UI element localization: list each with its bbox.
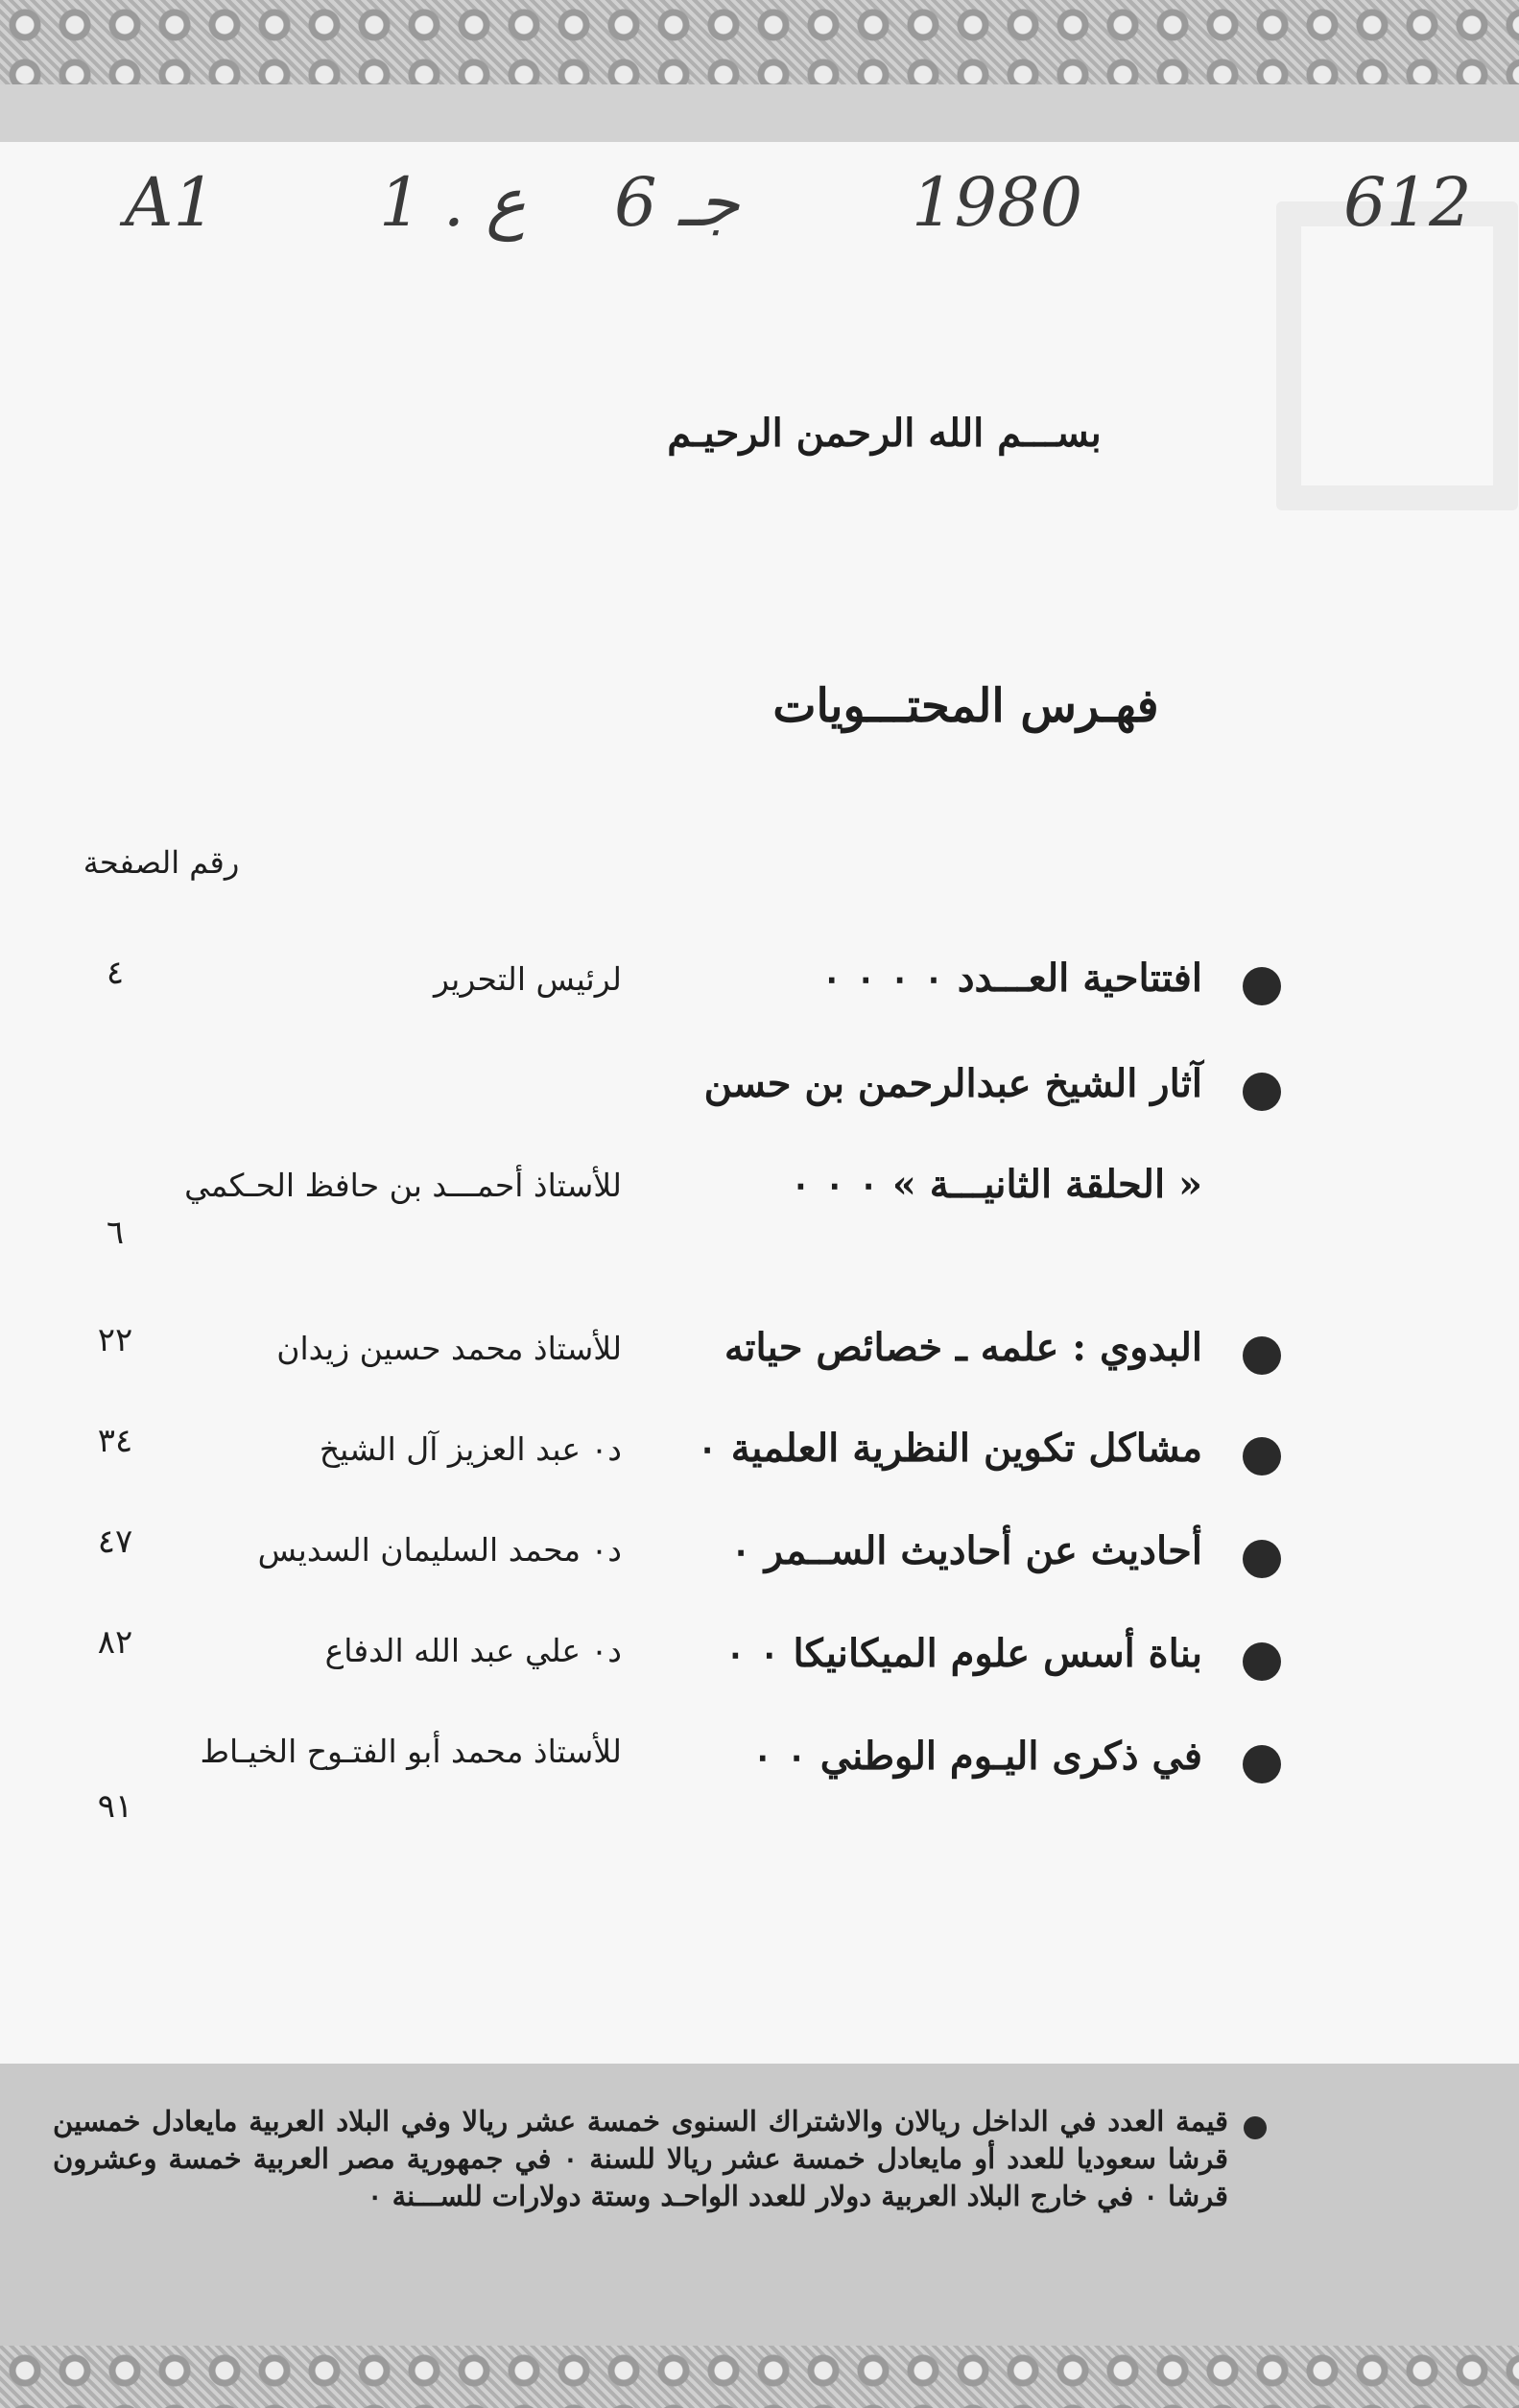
article-author: للأستاذ أحمـــد بن حافظ الحـكمي [184,1167,622,1204]
article-title: في ذكرى اليـوم الوطني ٠ ٠ [751,1734,1202,1779]
article-author: د٠ عبد العزيز آل الشيخ [319,1430,622,1468]
page-number: ٣٤ [97,1422,133,1460]
article-author: للأستاذ محمد أبو الفتـوح الخيـاط [200,1733,622,1770]
bullet-icon [1244,2116,1267,2139]
article-author: لرئيس التحرير [433,960,622,998]
header-strip [0,84,1519,142]
page-title [0,679,1519,733]
handwritten-code: A1 [125,163,217,242]
bullet-icon [1243,1073,1281,1111]
bullet-icon [1243,1540,1281,1578]
bullet-icon [1243,1336,1281,1375]
handwritten-annotation [0,144,1519,259]
decorative-border-top [0,0,1519,84]
bullet-icon [1243,967,1281,1005]
basmala-text: بســـم الله الرحمن الرحيـم [667,411,1102,456]
page-title-text: فهـرس المحتـــويات [772,679,1159,733]
page-number-label: رقم الصفحة [83,844,240,881]
article-author: د٠ محمد السليمان السديس [257,1531,622,1569]
bullet-icon [1243,1642,1281,1681]
page-number: ٨٢ [97,1623,133,1662]
handwritten-volume: 6 جـ [614,163,740,242]
basmala [0,411,1519,456]
handwritten-issue: 1 . ع [379,163,527,242]
article-title: بناة أسس علوم الميكانيكا ٠ ٠ [724,1631,1202,1676]
page-number: ٢٢ [97,1321,133,1359]
page-number: ٤ [106,954,125,992]
article-author: د٠ علي عبد الله الدفاع [324,1632,622,1669]
subscription-notice: قيمة العدد في الداخل ريالان والاشتراك السنوى خمسة عشر ريالا وفي البلاد العربية مايعادل خمسين قرشا سعوديا للعدد أو مايعادل خمسة عشر ريالا للسنة ٠ في جمهورية مصر العربية خمسة وعشرون قرشا ٠ في خارج البلاد العربية دولار للعدد الواحـد وستة دولارات للســـنة ٠ [53,2105,1228,2212]
bullet-icon [1243,1745,1281,1783]
bullet-icon [1243,1437,1281,1475]
handwritten-number: 612 [1343,163,1472,242]
article-author: للأستاذ محمد حسين زيدان [276,1330,622,1367]
article-title: « الحلقة الثانيـــة » ٠ ٠ ٠ [790,1162,1202,1207]
page-number: ٦ [106,1214,125,1252]
page-number: ٩١ [97,1787,133,1826]
handwritten-year: 1980 [912,163,1083,242]
article-title: افتتاحية العـــدد ٠ ٠ ٠ ٠ [821,956,1202,1001]
page-number: ٤٧ [97,1523,133,1561]
article-title: آثار الشيخ عبدالرحمن بن حسن [703,1061,1202,1106]
decorative-border-bottom [0,2346,1519,2408]
article-title: أحاديث عن أحاديث الســمر ٠ [730,1528,1202,1573]
article-title: مشاكل تكوين النظرية العلمية ٠ [697,1426,1202,1471]
article-title: البدوي : علمه ـ خصائص حياته [724,1325,1202,1370]
